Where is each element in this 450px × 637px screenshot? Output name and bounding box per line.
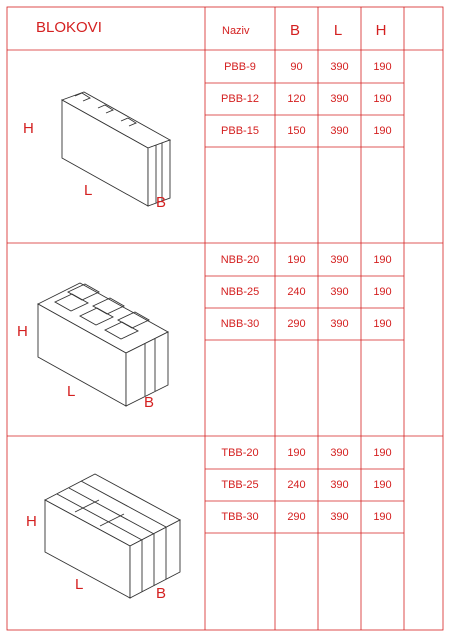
cell-naziv: TBB-20: [221, 447, 259, 459]
cell-h: 190: [373, 286, 392, 298]
cell-h: 190: [373, 511, 392, 523]
header-b: B: [289, 22, 300, 39]
cell-b: 120: [287, 93, 306, 105]
cell-l: 390: [330, 447, 349, 459]
cell-b: 240: [287, 286, 306, 298]
cell-naziv: NBB-30: [220, 318, 260, 330]
dimension-label-b: B: [156, 194, 167, 211]
cell-h: 190: [373, 125, 392, 137]
cell-l: 390: [330, 254, 349, 266]
cell-h: 190: [373, 318, 392, 330]
dimension-label-l: L: [75, 576, 84, 593]
cell-l: 390: [330, 511, 349, 523]
cell-l: 390: [330, 286, 349, 298]
cell-naziv: NBB-25: [220, 286, 260, 298]
page-title: BLOKOVI: [36, 19, 102, 36]
cell-b: 290: [287, 511, 306, 523]
header-naziv: Naziv: [222, 25, 250, 37]
cell-h: 190: [373, 479, 392, 491]
partition-block-drawing: [62, 92, 170, 206]
cell-naziv: TBB-30: [221, 511, 259, 523]
cell-b: 240: [287, 479, 306, 491]
cell-h: 190: [373, 93, 392, 105]
cell-naziv: PBB-12: [221, 93, 259, 105]
dimension-label-h: H: [17, 323, 28, 340]
cell-naziv: PBB-15: [221, 125, 259, 137]
cell-b: 190: [287, 254, 306, 266]
cell-l: 390: [330, 125, 349, 137]
cell-l: 390: [330, 479, 349, 491]
cell-b: 290: [287, 318, 306, 330]
cell-l: 390: [330, 93, 349, 105]
dimension-label-b: B: [144, 394, 155, 411]
header-h: H: [375, 22, 387, 39]
dimension-label-l: L: [84, 182, 93, 199]
wall-block-drawing: [45, 474, 180, 598]
cell-naziv: TBB-25: [221, 479, 259, 491]
cell-h: 190: [373, 447, 392, 459]
cell-b: 190: [287, 447, 306, 459]
hollow-block-drawing: [38, 283, 168, 406]
cell-b: 150: [287, 125, 306, 137]
cell-naziv: NBB-20: [220, 254, 260, 266]
header-l: L: [333, 22, 343, 39]
cell-l: 390: [330, 61, 349, 73]
cell-l: 390: [330, 318, 349, 330]
dimension-label-l: L: [67, 383, 76, 400]
dimension-label-h: H: [26, 513, 37, 530]
cell-b: 90: [290, 61, 303, 73]
dimension-label-h: H: [23, 120, 34, 137]
cell-naziv: PBB-9: [224, 61, 256, 73]
dimension-label-b: B: [156, 585, 167, 602]
cell-h: 190: [373, 254, 392, 266]
cell-h: 190: [373, 61, 392, 73]
